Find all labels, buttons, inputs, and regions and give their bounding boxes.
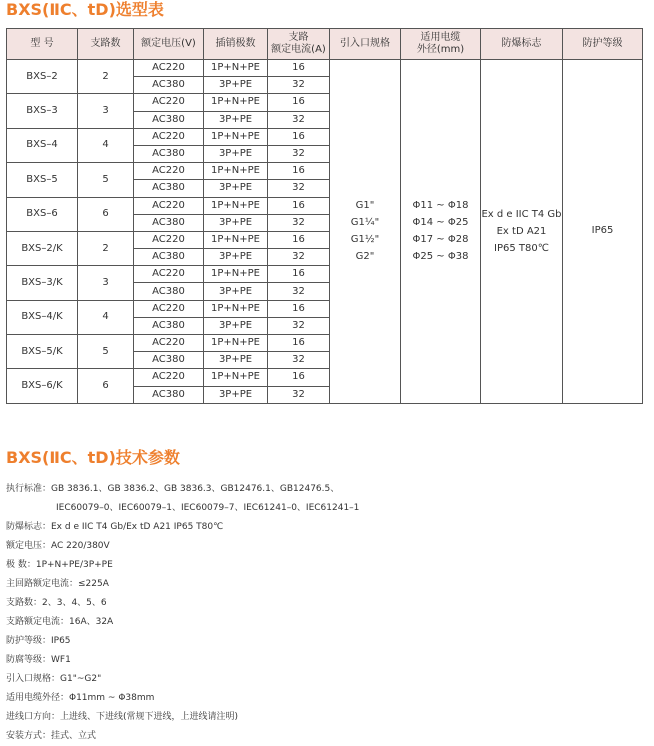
cell-model: BXS–4/K	[7, 300, 78, 334]
cell-model: BXS–3	[7, 94, 78, 128]
cell-model: BXS–5/K	[7, 335, 78, 369]
header-inlet: 引入口规格	[330, 29, 401, 60]
cell-poles: 3P+PE	[204, 180, 268, 197]
cell-current: 32	[268, 214, 330, 231]
param-branches: 支路数：2、3、4、5、6	[6, 598, 107, 608]
cell-voltage: AC220	[134, 300, 204, 317]
cell-poles: 1P+N+PE	[204, 231, 268, 248]
header-poles: 插销极数	[204, 29, 268, 60]
cell-current: 16	[268, 197, 330, 214]
param-branch-current: 支路额定电流：16A、32A	[6, 617, 114, 627]
cell-voltage: AC220	[134, 163, 204, 180]
cell-voltage: AC380	[134, 283, 204, 300]
cell-inlet-line: G2"	[355, 251, 375, 263]
param-main-current: 主回路额定电流：≤225A	[6, 579, 109, 589]
param-protection: 防护等级：IP65	[6, 636, 71, 646]
cell-voltage: AC380	[134, 180, 204, 197]
cell-voltage: AC380	[134, 111, 204, 128]
cell-poles: 1P+N+PE	[204, 266, 268, 283]
cell-voltage: AC380	[134, 77, 204, 94]
cell-model: BXS–2/K	[7, 231, 78, 265]
param-cable: 适用电缆外径：Φ11mm ~ Φ38mm	[6, 693, 155, 703]
cell-voltage: AC380	[134, 386, 204, 403]
cell-poles: 3P+PE	[204, 111, 268, 128]
cell-marking-line: Ex d e IIC T4 Gb	[481, 208, 562, 220]
cell-current: 16	[268, 300, 330, 317]
cell-current: 32	[268, 249, 330, 266]
param-inlet: 引入口规格：G1"~G2"	[6, 674, 102, 684]
cell-poles: 3P+PE	[204, 214, 268, 231]
cell-current: 32	[268, 317, 330, 334]
cell-voltage: AC380	[134, 214, 204, 231]
cell-voltage: AC220	[134, 94, 204, 111]
cell-marking	[481, 60, 563, 404]
param-poles: 极 数：1P+N+PE/3P+PE	[6, 560, 113, 570]
cell-current: 16	[268, 60, 330, 77]
param-anticorrosion: 防腐等级：WF1	[6, 655, 71, 665]
header-cable: 适用电缆 外径(mm)	[401, 29, 481, 60]
param-entry-direction: 进线口方向：上进线、下进线(常规下进线，上进线请注明)	[6, 712, 239, 722]
cell-current: 32	[268, 386, 330, 403]
cell-current: 32	[268, 145, 330, 162]
cell-current: 16	[268, 369, 330, 386]
param-marking: 防爆标志：Ex d e IIC T4 Gb/Ex tD A21 IP65 T80℃	[6, 522, 224, 532]
cell-cable-line: Φ11 ~ Φ18	[412, 200, 469, 212]
cell-current: 16	[268, 128, 330, 145]
cell-voltage: AC220	[134, 266, 204, 283]
cell-current: 32	[268, 180, 330, 197]
header-model: 型 号	[7, 29, 78, 60]
cell-poles: 3P+PE	[204, 145, 268, 162]
cell-marking-line: IP65 T80℃	[494, 242, 549, 254]
cell-model: BXS–4	[7, 128, 78, 162]
cell-current: 32	[268, 111, 330, 128]
cell-poles: 3P+PE	[204, 386, 268, 403]
param-mounting: 安装方式：挂式、立式	[6, 731, 97, 741]
cell-poles: 1P+N+PE	[204, 369, 268, 386]
cell-current: 16	[268, 94, 330, 111]
cell-poles: 1P+N+PE	[204, 60, 268, 77]
selection-table	[6, 28, 643, 404]
cell-voltage: AC220	[134, 369, 204, 386]
header-current: 支路 额定电流(A)	[268, 29, 330, 60]
cell-inlet	[330, 60, 401, 404]
cell-model: BXS–3/K	[7, 266, 78, 300]
params-title: BXS(ⅡC、tD)技术参数	[6, 448, 180, 467]
cell-voltage: AC380	[134, 352, 204, 369]
cell-inlet-line: G1½"	[350, 234, 380, 246]
cell-branches: 3	[78, 94, 134, 128]
cell-marking-line: Ex tD A21	[496, 225, 547, 237]
cell-poles: 1P+N+PE	[204, 94, 268, 111]
table-header-row	[7, 29, 643, 60]
cell-model: BXS–5	[7, 163, 78, 197]
cell-branches: 4	[78, 300, 134, 334]
cell-cable-line: Φ25 ~ Φ38	[412, 251, 469, 263]
cell-voltage: AC220	[134, 231, 204, 248]
cell-branches: 2	[78, 231, 134, 265]
cell-branches: 4	[78, 128, 134, 162]
cell-current: 16	[268, 335, 330, 352]
params-list	[6, 480, 359, 746]
header-voltage: 额定电压(V)	[134, 29, 204, 60]
cell-current: 16	[268, 231, 330, 248]
cell-poles: 3P+PE	[204, 283, 268, 300]
cell-inlet-line: G1¼"	[350, 217, 380, 229]
cell-branches: 3	[78, 266, 134, 300]
cell-voltage: AC380	[134, 145, 204, 162]
cell-poles: 1P+N+PE	[204, 197, 268, 214]
header-branches: 支路数	[78, 29, 134, 60]
cell-current: 32	[268, 77, 330, 94]
param-standard-cont: IEC60079–0、IEC60079–1、IEC60079–7、IEC61241–0、IEC61241–1	[56, 503, 360, 513]
cell-branches: 5	[78, 163, 134, 197]
cell-poles: 3P+PE	[204, 77, 268, 94]
cell-cable-line: Φ14 ~ Φ25	[412, 217, 469, 229]
cell-voltage: AC220	[134, 335, 204, 352]
header-protection: 防护等级	[563, 29, 643, 60]
cell-inlet-line: G1"	[355, 200, 375, 212]
cell-current: 32	[268, 352, 330, 369]
table-row	[7, 60, 643, 77]
cell-cable-line: Φ17 ~ Φ28	[412, 234, 469, 246]
cell-voltage: AC220	[134, 197, 204, 214]
cell-branches: 6	[78, 369, 134, 403]
cell-poles: 3P+PE	[204, 249, 268, 266]
cell-voltage: AC380	[134, 317, 204, 334]
cell-protection: IP65	[563, 60, 643, 404]
cell-branches: 5	[78, 335, 134, 369]
cell-current: 32	[268, 283, 330, 300]
cell-poles: 1P+N+PE	[204, 335, 268, 352]
cell-current: 16	[268, 266, 330, 283]
cell-poles: 3P+PE	[204, 317, 268, 334]
cell-poles: 1P+N+PE	[204, 163, 268, 180]
param-standard: 执行标准：GB 3836.1、GB 3836.2、GB 3836.3、GB12476.1、GB12476.5、	[6, 484, 340, 494]
cell-model: BXS–6/K	[7, 369, 78, 403]
cell-branches: 2	[78, 60, 134, 94]
header-marking: 防爆标志	[481, 29, 563, 60]
cell-model: BXS–6	[7, 197, 78, 231]
cell-voltage: AC380	[134, 249, 204, 266]
cell-model: BXS–2	[7, 60, 78, 94]
selection-table-title: BXS(ⅡC、tD)选型表	[6, 0, 164, 19]
cell-cable	[401, 60, 481, 404]
cell-current: 16	[268, 163, 330, 180]
cell-poles: 3P+PE	[204, 352, 268, 369]
param-voltage: 额定电压：AC 220/380V	[6, 541, 110, 551]
cell-voltage: AC220	[134, 60, 204, 77]
cell-branches: 6	[78, 197, 134, 231]
cell-poles: 1P+N+PE	[204, 300, 268, 317]
cell-voltage: AC220	[134, 128, 204, 145]
cell-poles: 1P+N+PE	[204, 128, 268, 145]
